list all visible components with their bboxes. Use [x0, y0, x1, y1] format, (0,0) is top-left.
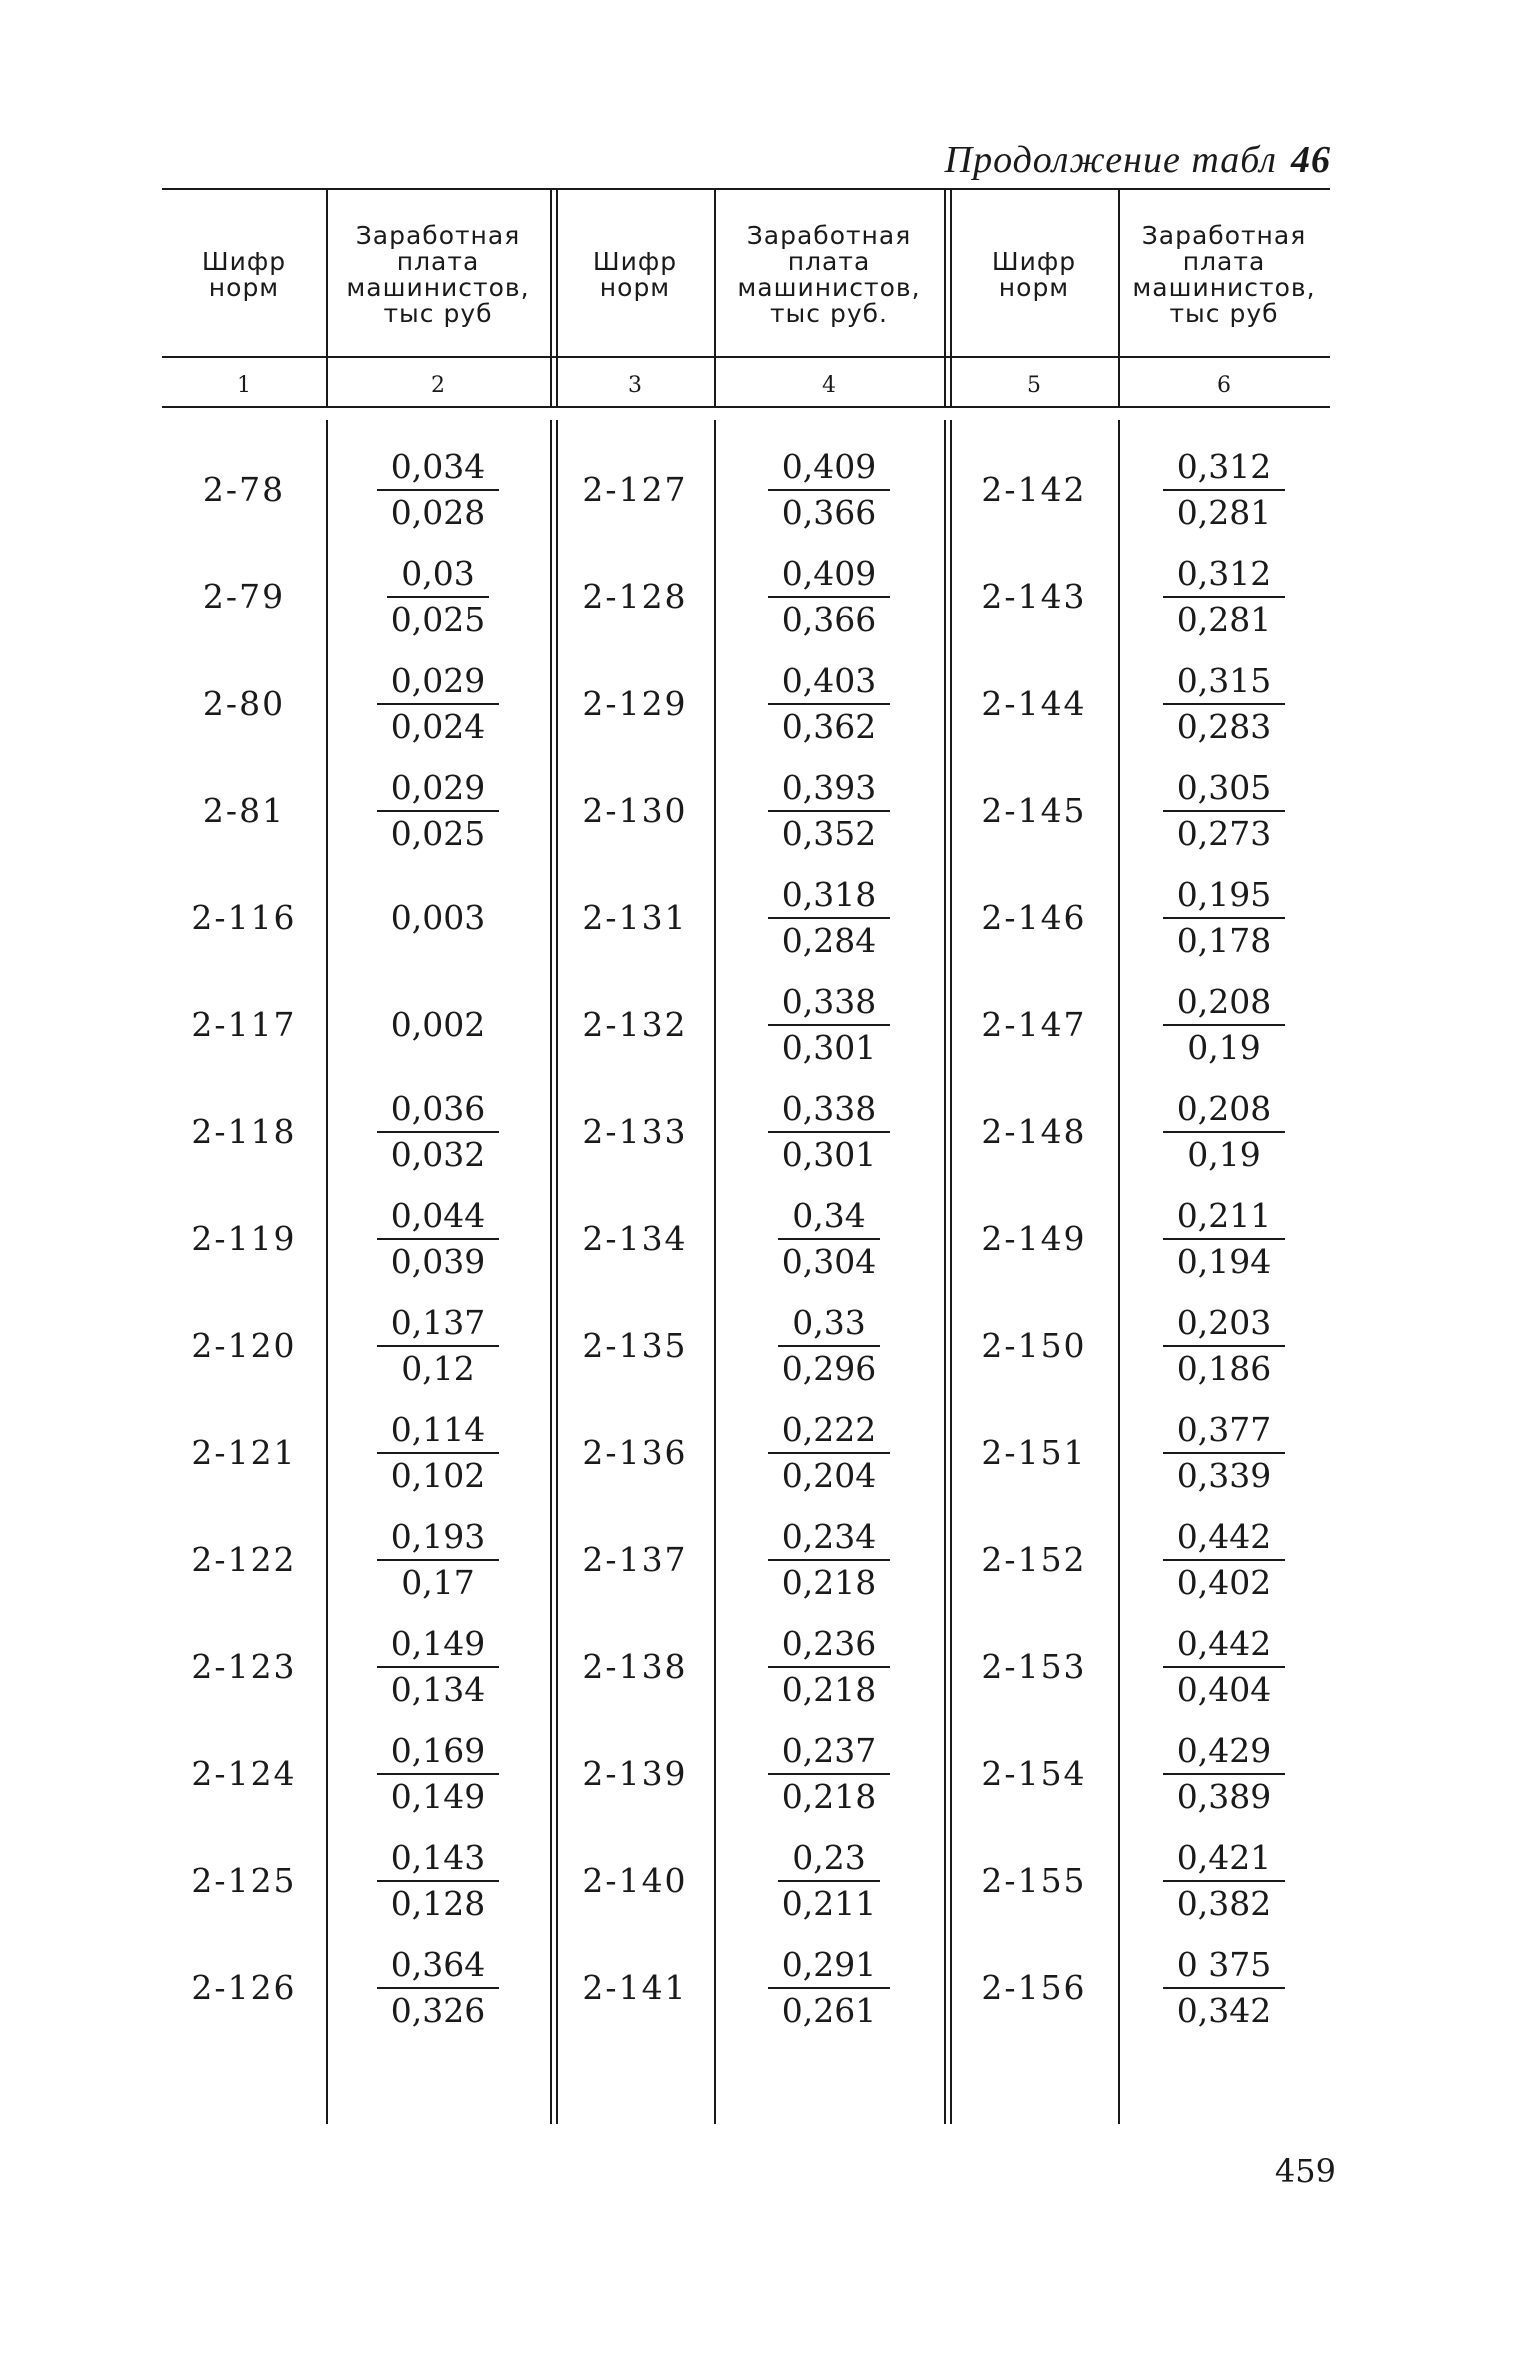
norm-code: 2-124 [191, 1754, 297, 1793]
rule-header-bottom [162, 356, 1330, 358]
wage-denominator: 0,296 [781, 1349, 877, 1388]
table-caption [945, 138, 1331, 182]
wage-numerator: 0,203 [1163, 1301, 1285, 1347]
column-number: 1 [237, 373, 251, 398]
wage-fraction [714, 544, 944, 650]
wage-denominator: 0,382 [1176, 1884, 1272, 1923]
norm-code: 2-126 [191, 1968, 297, 2007]
norm-code: 2-153 [981, 1647, 1087, 1686]
column-divider [550, 188, 552, 406]
wage-denominator: 0,102 [390, 1456, 486, 1495]
wage-numerator: 0,318 [768, 873, 890, 919]
wage-denominator: 0,284 [781, 921, 877, 960]
wage-fraction [326, 544, 550, 650]
wage-fraction [714, 1507, 944, 1613]
norm-code: 2-123 [191, 1647, 297, 1686]
wage-fraction [1118, 758, 1330, 864]
wage-denominator: 0,362 [781, 707, 877, 746]
wage-denominator: 0,218 [781, 1670, 877, 1709]
wage-denominator: 0,19 [1187, 1135, 1261, 1174]
wage-denominator: 0,194 [1176, 1242, 1272, 1281]
wage-denominator: 0,134 [390, 1670, 486, 1709]
norm-code: 2-150 [981, 1326, 1087, 1365]
wage-denominator: 0,273 [1176, 814, 1272, 853]
wage-fraction [326, 651, 550, 757]
column-number: 3 [628, 373, 642, 398]
page-number: 459 [1274, 2152, 1336, 2190]
wage-denominator: 0,024 [390, 707, 486, 746]
wage-numerator: 0,33 [778, 1301, 879, 1347]
wage-numerator: 0,23 [778, 1836, 879, 1882]
wage-fraction [714, 865, 944, 971]
norm-code: 2-141 [582, 1968, 688, 2007]
norm-code: 2-130 [582, 791, 688, 830]
wage-fraction [714, 1293, 944, 1399]
column-divider [944, 188, 946, 406]
wage-fraction [714, 1935, 944, 2041]
column-number: 4 [822, 373, 836, 398]
wage-numerator: 0,291 [768, 1943, 890, 1989]
wage-denominator: 0,339 [1176, 1456, 1272, 1495]
wage-denominator: 0,342 [1176, 1991, 1272, 2030]
wage-fraction [1118, 1721, 1330, 1827]
column-divider [944, 420, 946, 2124]
norm-code: 2-132 [582, 1005, 688, 1044]
norm-code: 2-152 [981, 1540, 1087, 1579]
wage-fraction [714, 1079, 944, 1185]
wage-denominator: 0,326 [390, 1991, 486, 2030]
wage-fraction [1118, 437, 1330, 543]
norm-code: 2-79 [202, 577, 286, 616]
wage-numerator: 0,169 [377, 1729, 499, 1775]
wage-fraction [714, 1721, 944, 1827]
norm-code: 2-139 [582, 1754, 688, 1793]
norm-code: 2-128 [582, 577, 688, 616]
header-wage-1: Заработная плата машинистов, тыс руб [346, 221, 530, 328]
wage-numerator: 0,409 [768, 445, 890, 491]
wage-numerator: 0,237 [768, 1729, 890, 1775]
wage-fraction [714, 1400, 944, 1506]
wage-numerator: 0,044 [377, 1194, 499, 1240]
norm-code: 2-133 [582, 1112, 688, 1151]
wage-fraction [326, 1614, 550, 1720]
wage-numerator: 0,029 [377, 659, 499, 705]
wage-fraction [714, 1186, 944, 1292]
wage-denominator: 0,366 [781, 493, 877, 532]
norm-code: 2-151 [981, 1433, 1087, 1472]
wage-denominator: 0,301 [781, 1135, 877, 1174]
wage-denominator: 0,17 [401, 1563, 475, 1602]
wage-denominator: 0,402 [1176, 1563, 1272, 1602]
norm-code: 2-121 [191, 1433, 297, 1472]
wage-fraction [326, 1293, 550, 1399]
wage-fraction [1118, 1614, 1330, 1720]
norm-code: 2-144 [981, 684, 1087, 723]
wage-value: 0,002 [390, 1005, 486, 1044]
wage-value: 0,003 [390, 898, 486, 937]
caption-text: Продолжение табл [944, 139, 1277, 181]
wage-numerator: 0,143 [377, 1836, 499, 1882]
wage-fraction [326, 1507, 550, 1613]
wage-numerator: 0,236 [768, 1622, 890, 1668]
wage-numerator: 0,338 [768, 980, 890, 1026]
wage-numerator: 0,211 [1163, 1194, 1285, 1240]
wage-denominator: 0,281 [1176, 600, 1272, 639]
header-code-2: Шифр норм [592, 247, 678, 302]
wage-fraction [714, 1614, 944, 1720]
wage-denominator: 0,19 [1187, 1028, 1261, 1067]
wage-denominator: 0,186 [1176, 1349, 1272, 1388]
norm-code: 2-117 [191, 1005, 297, 1044]
norm-code: 2-78 [202, 470, 286, 509]
wage-numerator: 0,403 [768, 659, 890, 705]
wage-numerator: 0,34 [778, 1194, 879, 1240]
wage-numerator: 0,193 [377, 1515, 499, 1561]
wage-fraction [714, 972, 944, 1078]
wage-fraction [1118, 1935, 1330, 2041]
wage-fraction [714, 651, 944, 757]
rule-numbers-bottom [162, 406, 1330, 408]
wage-numerator: 0,137 [377, 1301, 499, 1347]
norm-code: 2-135 [582, 1326, 688, 1365]
wage-numerator: 0,429 [1163, 1729, 1285, 1775]
norm-code: 2-155 [981, 1861, 1087, 1900]
wage-denominator: 0,218 [781, 1777, 877, 1816]
wage-denominator: 0,283 [1176, 707, 1272, 746]
norm-code: 2-127 [582, 470, 688, 509]
wage-numerator: 0,377 [1163, 1408, 1285, 1454]
norm-code: 2-116 [191, 898, 297, 937]
norm-code: 2-134 [582, 1219, 688, 1258]
wage-numerator: 0,029 [377, 766, 499, 812]
wage-fraction [1118, 1186, 1330, 1292]
norms-table [162, 188, 1330, 2124]
norm-code: 2-146 [981, 898, 1087, 937]
norm-code: 2-122 [191, 1540, 297, 1579]
norm-code: 2-147 [981, 1005, 1087, 1044]
column-number: 6 [1217, 373, 1231, 398]
norm-code: 2-154 [981, 1754, 1087, 1793]
wage-numerator: 0,208 [1163, 1087, 1285, 1133]
wage-denominator: 0,025 [390, 600, 486, 639]
wage-denominator: 0,281 [1176, 493, 1272, 532]
wage-fraction [1118, 1400, 1330, 1506]
norm-code: 2-131 [582, 898, 688, 937]
norm-code: 2-156 [981, 1968, 1087, 2007]
wage-denominator: 0,149 [390, 1777, 486, 1816]
wage-fraction [1118, 1507, 1330, 1613]
norm-code: 2-137 [582, 1540, 688, 1579]
wage-denominator: 0,366 [781, 600, 877, 639]
wage-denominator: 0,12 [401, 1349, 475, 1388]
header-code-3: Шифр норм [991, 247, 1077, 302]
norm-code: 2-125 [191, 1861, 297, 1900]
wage-numerator: 0,312 [1163, 445, 1285, 491]
wage-fraction [1118, 865, 1330, 971]
wage-fraction [1118, 972, 1330, 1078]
wage-denominator: 0,032 [390, 1135, 486, 1174]
column-number: 2 [431, 373, 445, 398]
norm-code: 2-118 [191, 1112, 297, 1151]
norm-code: 2-143 [981, 577, 1087, 616]
wage-numerator: 0,442 [1163, 1515, 1285, 1561]
wage-fraction [326, 758, 550, 864]
header-wage-3: Заработная плата машинистов, тыс руб [1132, 221, 1316, 328]
wage-denominator: 0,304 [781, 1242, 877, 1281]
wage-fraction [1118, 651, 1330, 757]
header-wage-2: Заработная плата машинистов, тыс руб. [737, 221, 921, 328]
wage-numerator: 0,315 [1163, 659, 1285, 705]
wage-fraction [326, 1721, 550, 1827]
wage-numerator: 0,149 [377, 1622, 499, 1668]
wage-fraction [714, 1828, 944, 1934]
wage-numerator: 0,034 [377, 445, 499, 491]
wage-denominator: 0,039 [390, 1242, 486, 1281]
wage-fraction [1118, 1293, 1330, 1399]
norm-code: 2-142 [981, 470, 1087, 509]
wage-denominator: 0,389 [1176, 1777, 1272, 1816]
wage-fraction [326, 1186, 550, 1292]
wage-numerator: 0,036 [377, 1087, 499, 1133]
wage-denominator: 0,218 [781, 1563, 877, 1602]
wage-numerator: 0,393 [768, 766, 890, 812]
norm-code: 2-119 [191, 1219, 297, 1258]
wage-numerator: 0,222 [768, 1408, 890, 1454]
norm-code: 2-129 [582, 684, 688, 723]
wage-fraction [326, 1828, 550, 1934]
wage-denominator: 0,404 [1176, 1670, 1272, 1709]
column-number: 5 [1027, 373, 1041, 398]
column-divider [550, 420, 552, 2124]
wage-fraction [714, 437, 944, 543]
wage-numerator: 0,114 [377, 1408, 499, 1454]
wage-denominator: 0,352 [781, 814, 877, 853]
wage-denominator: 0,301 [781, 1028, 877, 1067]
wage-numerator: 0,195 [1163, 873, 1285, 919]
norm-code: 2-136 [582, 1433, 688, 1472]
wage-numerator: 0,03 [387, 552, 488, 598]
wage-fraction [714, 758, 944, 864]
wage-denominator: 0,204 [781, 1456, 877, 1495]
wage-fraction [326, 1935, 550, 2041]
wage-numerator: 0,234 [768, 1515, 890, 1561]
wage-numerator: 0,305 [1163, 766, 1285, 812]
wage-fraction [326, 1079, 550, 1185]
wage-numerator: 0,442 [1163, 1622, 1285, 1668]
wage-fraction [1118, 1079, 1330, 1185]
wage-fraction [326, 437, 550, 543]
wage-fraction [1118, 1828, 1330, 1934]
norm-code: 2-80 [202, 684, 286, 723]
wage-numerator: 0,421 [1163, 1836, 1285, 1882]
norm-code: 2-145 [981, 791, 1087, 830]
wage-denominator: 0,025 [390, 814, 486, 853]
norm-code: 2-120 [191, 1326, 297, 1365]
wage-denominator: 0,178 [1176, 921, 1272, 960]
norm-code: 2-81 [202, 791, 286, 830]
wage-numerator: 0,409 [768, 552, 890, 598]
wage-numerator: 0,208 [1163, 980, 1285, 1026]
wage-denominator: 0,261 [781, 1991, 877, 2030]
wage-denominator: 0,211 [781, 1884, 877, 1923]
wage-numerator: 0,312 [1163, 552, 1285, 598]
norm-code: 2-148 [981, 1112, 1087, 1151]
wage-numerator: 0,338 [768, 1087, 890, 1133]
norm-code: 2-138 [582, 1647, 688, 1686]
norm-code: 2-140 [582, 1861, 688, 1900]
wage-denominator: 0,128 [390, 1884, 486, 1923]
wage-denominator: 0,028 [390, 493, 486, 532]
caption-table-number: 46 [1291, 139, 1331, 181]
header-code-1: Шифр норм [201, 247, 287, 302]
wage-fraction [1118, 544, 1330, 650]
rule-top [162, 188, 1330, 190]
norm-code: 2-149 [981, 1219, 1087, 1258]
wage-fraction [326, 1400, 550, 1506]
wage-numerator: 0,364 [377, 1943, 499, 1989]
wage-numerator: 0 375 [1163, 1943, 1285, 1989]
